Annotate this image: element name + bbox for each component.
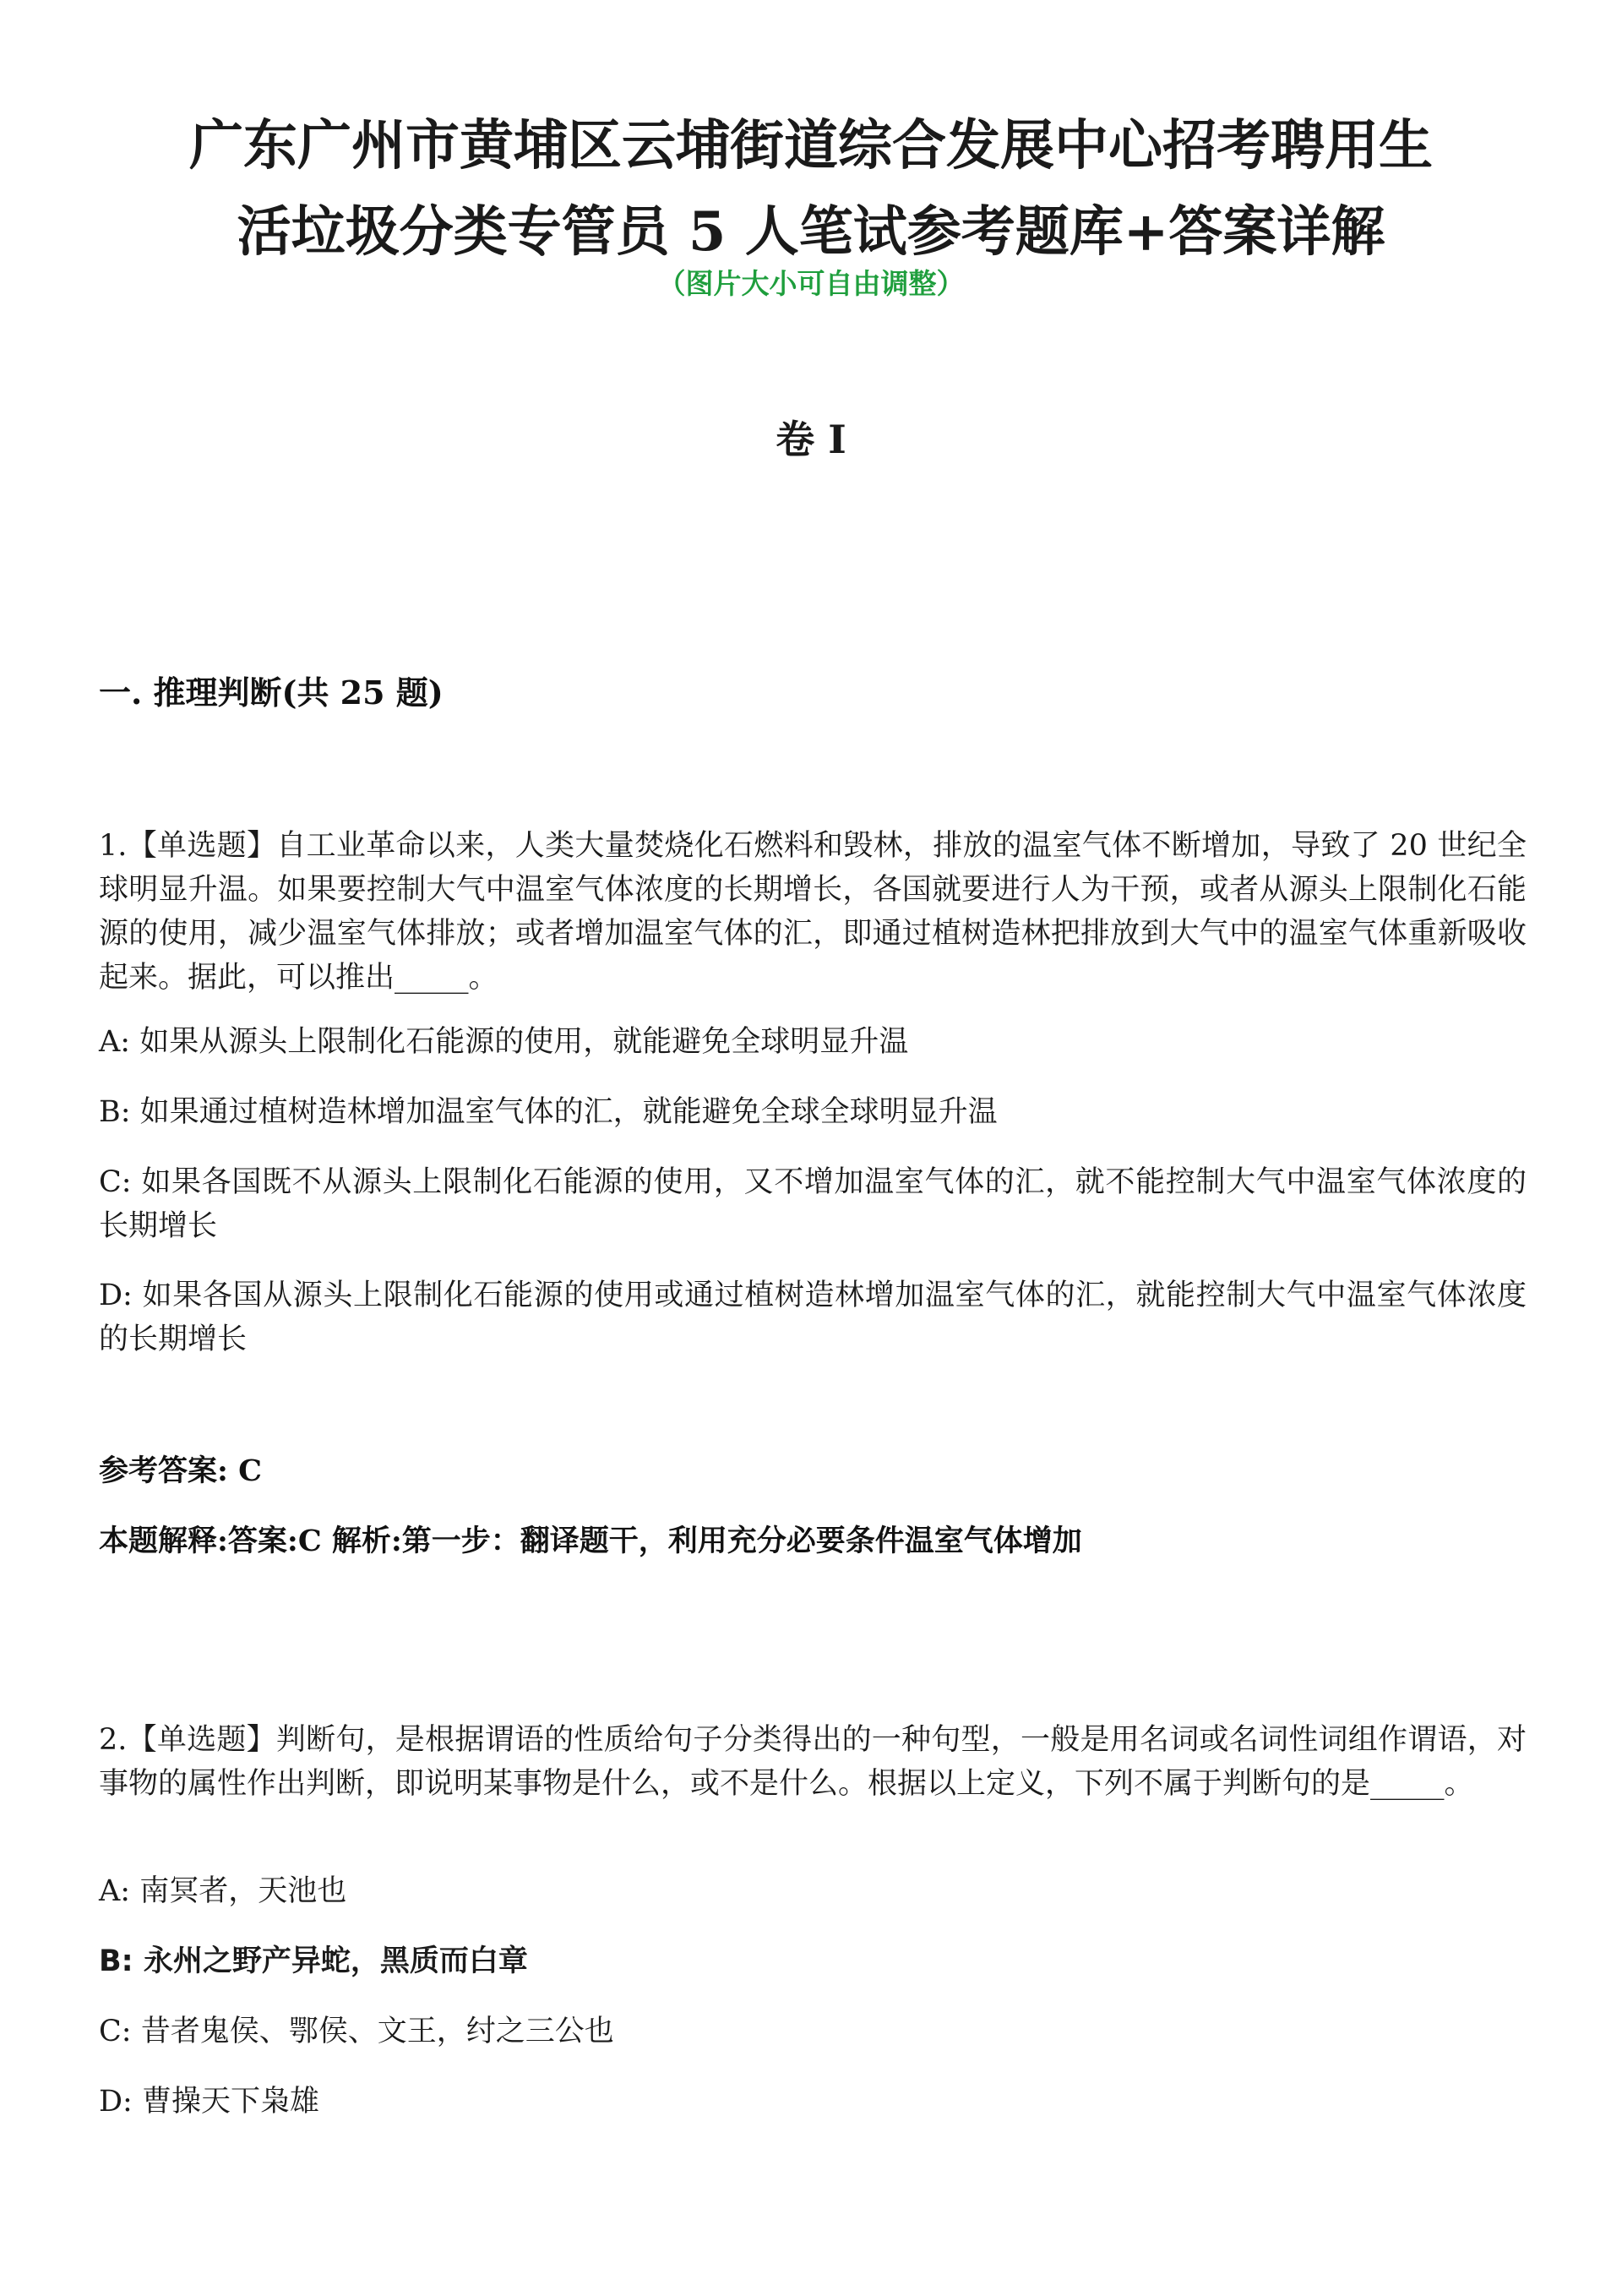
question-2-stem: 2.【单选题】判断句，是根据谓语的性质给句子分类得出的一种句型，一般是用名词或名词性词组作谓语，对事物的属性作出判断，即说明某事物是什么，或不是什么。根据以上定义，下列不属于判断句的是_____。: [99, 1723, 1527, 1801]
question-1-option-d: D: 如果各国从源头上限制化石能源的使用或通过植树造林增加温室气体的汇，就能控制大气中温室气体浓度的长期增长: [99, 1279, 1527, 1356]
question-1-option-b: B: 如果通过植树造林增加温室气体的汇，就能避免全球全球明显升温: [99, 1095, 998, 1129]
question-1-option-a: A: 如果从源头上限制化石能源的使用，就能避免全球明显升温: [99, 1025, 909, 1059]
question-2-option-d: D: 曹操天下枭雄: [99, 2085, 319, 2119]
section-heading: 一. 推理判断(共 25 题): [99, 674, 444, 712]
document-subtitle: （图片大小可自由调整）: [657, 267, 965, 300]
question-2-option-a: A: 南冥者，天池也: [99, 1874, 347, 1908]
document-title-line-2: 活垃圾分类专管员 5 人笔试参考题库+答案详解: [237, 200, 1385, 264]
question-2-option-b: B: 永州之野产异蛇，黑质而白章: [99, 1944, 528, 1978]
question-1-answer: 参考答案: C: [99, 1453, 262, 1488]
question-1-option-c: C: 如果各国既不从源头上限制化石能源的使用，又不增加温室气体的汇，就不能控制大气中温室气体浓度的长期增长: [99, 1165, 1527, 1243]
volume-heading: 卷 I: [776, 417, 846, 462]
document-title-line-1: 广东广州市黄埔区云埔街道综合发展中心招考聘用生: [189, 114, 1433, 177]
question-2-option-c: C: 昔者鬼侯、鄂侯、文王，纣之三公也: [99, 2015, 614, 2048]
question-1-explanation: 本题解释:答案:C 解析:第一步：翻译题干，利用充分必要条件温室气体增加: [99, 1524, 1082, 1558]
question-1-stem: 1.【单选题】自工业革命以来，人类大量焚烧化石燃料和毁林，排放的温室气体不断增加，导致了 20 世纪全球明显升温。如果要控制大气中温室气体浓度的长期增长，各国就要进行人为干预，或者从源头上限制化石能源的使用，减少温室气体排放；或者增加温室气体的汇，即通过植树造林把排放到大气中的温室气体重新吸收起来。据此，可以推出_____。: [99, 829, 1527, 995]
